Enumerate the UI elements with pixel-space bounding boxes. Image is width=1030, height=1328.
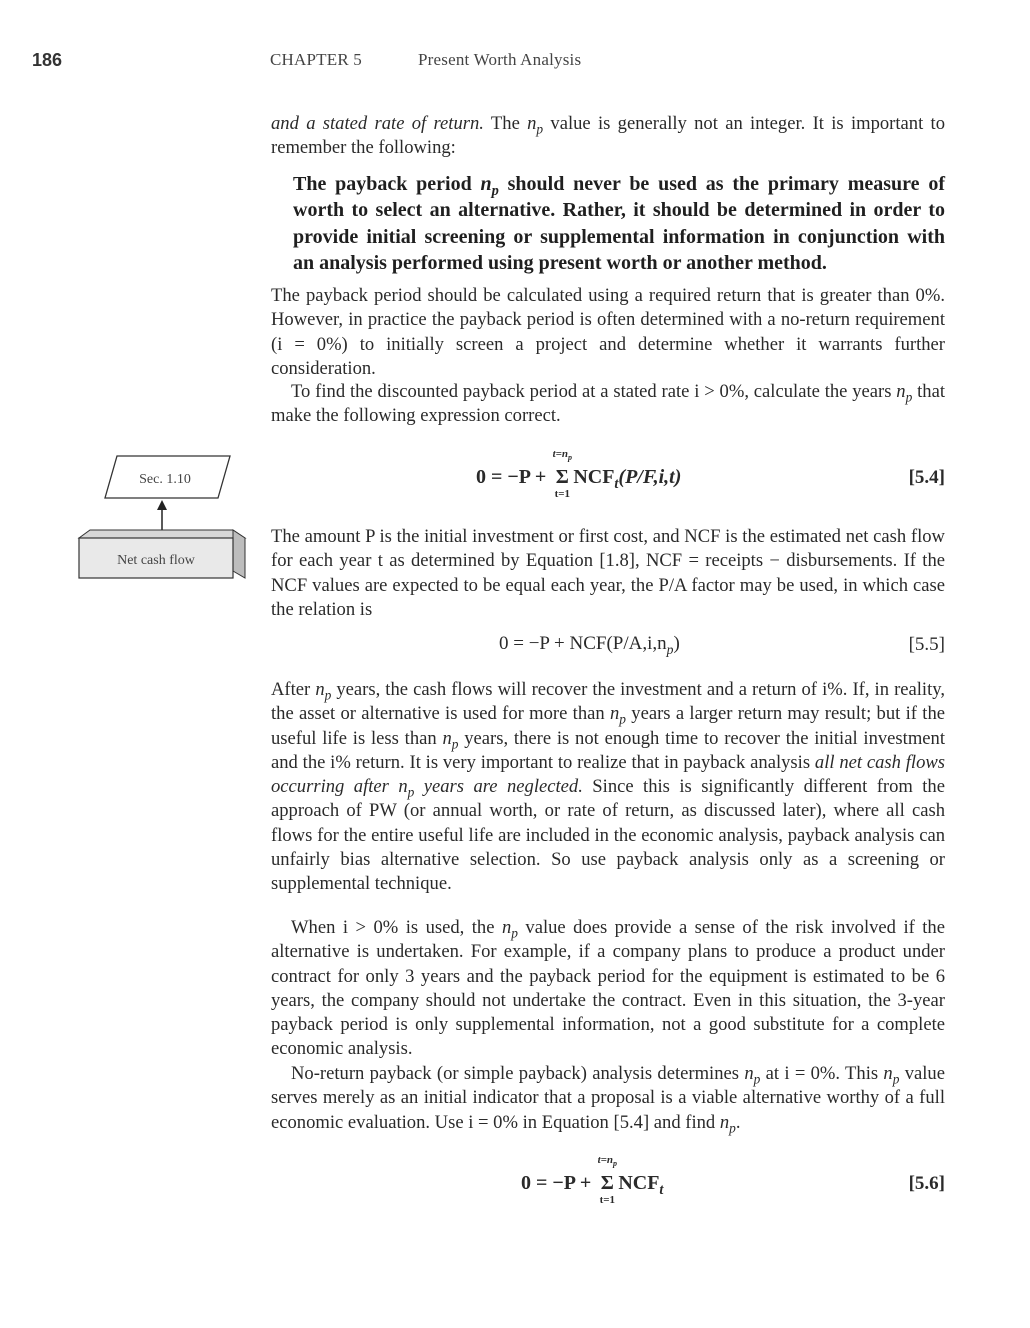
intro-text-c: value is generally not an integer. It is important to remember the following:	[271, 113, 945, 159]
para2-post: that make the following expression correct.	[271, 381, 945, 427]
chapter-label: CHAPTER 5	[270, 50, 363, 69]
summation-icon: Σ $t=n_p$ t=1	[596, 1172, 618, 1195]
eq56-label: [5.6]	[908, 1173, 945, 1194]
para1-text: The payback period should be calculated using a required return that is greater than 0%. However, in practice the payback period is often determined with a no-return requirement (i = 0%) to initially screen a project and determine whether it warrants further consideration.	[271, 285, 945, 379]
para2-np: n	[896, 381, 906, 402]
callout-pre: The payback period	[293, 173, 481, 195]
eq54-term-sub: t	[614, 476, 619, 493]
neglected-emphasis: all net cash flows occurring after $n_p$ years are neglected.	[271, 751, 946, 800]
section-tag-label: Sec. 1.10	[139, 472, 191, 487]
box-label: Net cash flow	[117, 553, 195, 568]
eq54-label: [5.4]	[908, 467, 945, 488]
section-title: Present Worth Analysis	[418, 50, 582, 69]
eq54-term-post: (P/F,i,t)	[618, 466, 682, 488]
page-number: 186	[32, 50, 63, 70]
para3-text: The amount P is the initial investment or first cost, and NCF is the estimated net cash flow for each year t as determined by Equation [1.8], NCF = receipts − disbursements. If the NCF values are expected to be equal each year, the P/A factor may be used, in which case the relation is	[271, 526, 945, 620]
box-top-face	[79, 530, 245, 538]
callout-np: n	[480, 173, 492, 195]
summation-icon: Σ $t=n_p$ t=1	[551, 466, 573, 489]
margin-crossref-diagram	[70, 452, 255, 587]
equation-5-4	[271, 448, 945, 526]
paragraph-no-return: No-return payback (or simple payback) analysis determines $n_p$ at i = 0%. This $n_p$ value serves merely as an initial indicator that a proposal is a viable alternative worthy of a full economic evaluation. Use i = 0% in Equation [5.4] and find $n_p$.	[271, 1063, 945, 1136]
eq54-sum-upper: $t=n_p$	[552, 448, 573, 463]
running-head	[270, 50, 581, 70]
box-side-face	[233, 530, 245, 578]
callout-np-sub: p	[491, 183, 499, 200]
np-subscript: p	[536, 121, 544, 137]
para2-pre: To find the discounted payback period at a stated rate i > 0%, calculate the years	[291, 381, 897, 402]
eq56-term: NCF	[618, 1172, 660, 1194]
key-point-callout	[293, 171, 945, 276]
eq54-sum-lower: t=1	[554, 488, 571, 500]
arrow-up-icon	[157, 500, 167, 510]
callout-post: should never be used as the primary measure of worth to select an alternative. Rather, it should be determined in order to provide initial screening or supplemental information in conjunction with an analysis performed using present worth or another method.	[293, 173, 945, 274]
equation-5-5	[271, 633, 945, 663]
eq55-close: )	[673, 633, 680, 654]
eq55-label: [5.5]	[908, 634, 945, 655]
eq55-text: 0 = −P + NCF(P/A,i,n	[499, 633, 667, 654]
np-symbol: n	[527, 113, 537, 134]
paragraph-required-return	[271, 284, 945, 381]
paragraph-recovery: After $n_p$ years, the cash flows will recover the investment and a return of i%. If, in reality, the asset or alternative is used for more than $n_p$ years a larger return may result; but if the useful life is less than $n_p$ years, there is not enough time to recover the initial investment and the i% return. It is very important to realize that in payback analysis all net cash flows occurring after $n_p$ years are neglected. Since this is significantly different from the approach of PW (or annual worth, or rate of return, as discussed later), where all cash flows for the entire useful life are included in the economic analysis, payback analysis can unfairly bias alternative selection. So use payback analysis only as a screening or supplemental technique.	[271, 679, 946, 895]
eq55-np-sub: p	[666, 641, 674, 657]
eq54-lhs: 0 = −P +	[476, 466, 552, 488]
eq54-term: NCF	[573, 466, 615, 488]
eq56-sum-upper: $t=n_p$	[597, 1154, 618, 1169]
paragraph-risk: When i > 0% is used, the $n_p$ value does provide a sense of the risk involved if the alternative is undertaken. For example, if a company plans to produce a product under contract for only 3 years and the payback period for the equipment is estimated to be 6 years, the company should not undertake the contract. Even in this situation, the 3-year payback period is only supplemental information, not a good substitute for a complete economic analysis.	[271, 917, 945, 1060]
eq56-term-sub: t	[659, 1182, 664, 1199]
equation-5-6	[271, 1154, 945, 1232]
para2-np-sub: p	[905, 389, 913, 405]
intro-italic: and a stated rate of return.	[271, 113, 484, 134]
paragraph-discounted-payback	[271, 380, 945, 429]
paragraph-ncf-definition	[271, 525, 945, 622]
eq56-sum-lower: t=1	[599, 1194, 616, 1206]
intro-paragraph	[271, 112, 945, 161]
intro-text-b: The	[483, 113, 528, 134]
crossref-graphic	[70, 452, 255, 587]
eq56-lhs: 0 = −P +	[521, 1172, 597, 1194]
